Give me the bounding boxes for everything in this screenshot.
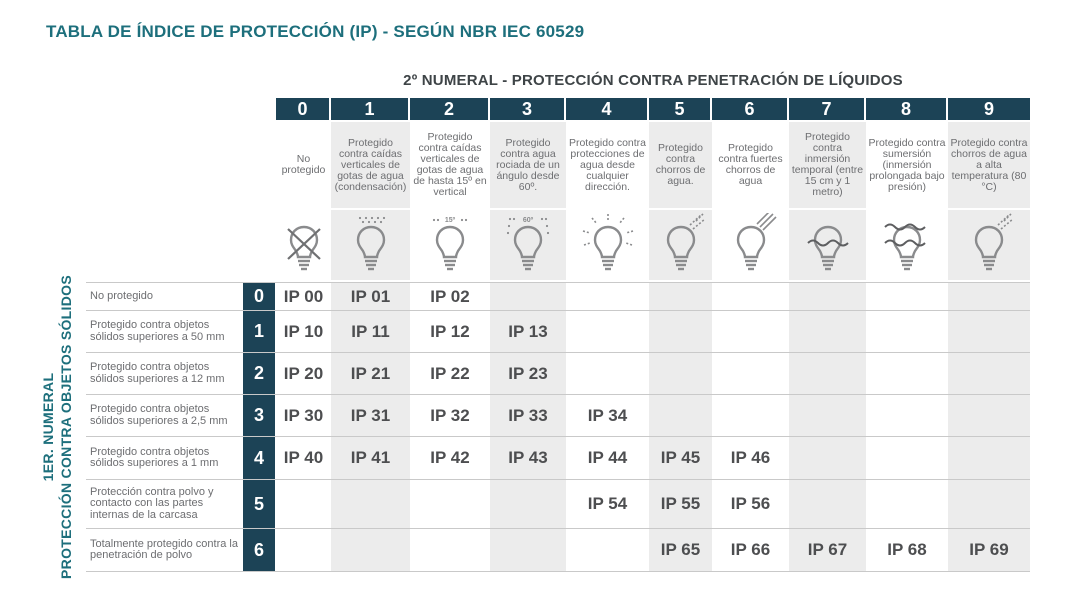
row-description-5: Protección contra polvo y contacto con las partes internas de la carcasa — [90, 485, 214, 521]
row-description-6: Totalmente protegido contra la penetración de polvo — [90, 537, 238, 561]
column-description-8 — [866, 122, 948, 208]
ip-code-cell: IP 30 — [283, 405, 324, 425]
ip-code-cell: IP 32 — [430, 405, 470, 425]
ip-code-cell: IP 56 — [730, 494, 771, 513]
column-icon-cell — [948, 210, 1030, 280]
row-divider — [86, 571, 1030, 572]
svg-text:60º: 60º — [522, 216, 534, 224]
column-description-text: Protegido contra protecciones de agua desde cualquier dirección. — [568, 136, 647, 193]
row-description-4: Protegido contra objetos sólidos superiores a 1 mm — [90, 445, 219, 469]
ip-code-cell: IP 22 — [430, 363, 470, 383]
column-icon-cell — [866, 210, 948, 280]
bulb-hot-jet-icon — [961, 213, 1017, 278]
ip-code-cell: IP 34 — [587, 405, 628, 425]
liquids-section-title: 2º NUMERAL - PROTECCIÓN CONTRA PENETRACIÓN DE LÍQUIDOS — [403, 72, 903, 89]
column-description-text: Protegido contra fuertes chorros de agua — [718, 142, 783, 187]
column-icon-cell — [789, 210, 866, 280]
row-number-5: 5 — [243, 480, 275, 528]
ip-code-cell: IP 00 — [283, 286, 324, 306]
column-number-9: 9 — [948, 98, 1030, 120]
ip-code-cell: IP 69 — [969, 540, 1009, 559]
bulb-drops-vertical-icon — [343, 213, 399, 278]
row-description-3: Protegido contra objetos sólidos superiores a 2,5 mm — [90, 403, 228, 427]
column-description-7 — [789, 122, 866, 208]
column-icon-cell — [712, 210, 789, 280]
column-number-8: 8 — [866, 98, 946, 120]
column-description-5 — [649, 122, 712, 208]
solids-section-title — [28, 274, 86, 579]
column-number-6: 6 — [712, 98, 787, 120]
column-description-1 — [331, 122, 410, 208]
column-description-9 — [948, 122, 1030, 208]
ip-code-cell: IP 21 — [350, 363, 391, 383]
svg-text:15º: 15º — [444, 216, 456, 224]
column-number-4: 4 — [566, 98, 647, 120]
row-description-0: No protegido — [90, 289, 153, 302]
ip-code-cell: IP 02 — [430, 286, 470, 306]
ip-code-cell: IP 46 — [730, 448, 771, 467]
row-number-3: 3 — [243, 395, 275, 436]
ip-code-cell: IP 41 — [350, 448, 391, 467]
ip-code-cell: IP 65 — [660, 540, 701, 559]
ip-code-cell: IP 66 — [730, 540, 771, 559]
bulb-submersion-icon — [879, 213, 935, 278]
column-number-1: 1 — [331, 98, 408, 120]
ip-code-cell: IP 23 — [508, 363, 548, 383]
bulb-strong-jet-icon — [723, 213, 779, 278]
column-number-0: 0 — [276, 98, 329, 120]
ip-code-cell: IP 44 — [587, 448, 628, 467]
row-number-4: 4 — [243, 437, 275, 479]
column-description-0 — [276, 122, 331, 208]
ip-code-cell: IP 12 — [430, 321, 470, 341]
column-description-text: Protegido contra agua rociada de un ángulo desde 60º. — [496, 136, 560, 193]
column-icon-cell — [649, 210, 712, 280]
ip-code-cell: IP 13 — [508, 321, 548, 341]
solids-title-line1: 1ER. NUMERAL — [40, 372, 56, 481]
bulb-immersion-icon — [800, 213, 856, 278]
bulb-spray-60-icon — [500, 213, 556, 278]
ip-code-cell: IP 54 — [587, 494, 628, 513]
column-description-text: Protegido contra caídas verticales de gotas de agua de hasta 15º en vertical — [413, 131, 487, 198]
ip-code-cell: IP 10 — [283, 321, 324, 341]
column-icon-cell — [410, 210, 490, 280]
column-description-6 — [712, 122, 789, 208]
row-number-1: 1 — [243, 311, 275, 352]
column-icon-cell — [331, 210, 410, 280]
column-number-2: 2 — [410, 98, 488, 120]
column-number-5: 5 — [649, 98, 710, 120]
bulb-splash-all-icon — [580, 213, 636, 278]
column-icon-cell — [566, 210, 649, 280]
bulb-drops-15-icon — [422, 213, 478, 278]
column-description-text: Protegido contra inmersión temporal (entre 15 cm y 1 metro) — [791, 131, 864, 198]
ip-code-cell: IP 33 — [508, 405, 548, 425]
column-number-7: 7 — [789, 98, 864, 120]
column-description-text: Protegido contra caídas verticales de gotas de agua (condensación) — [334, 136, 407, 193]
ip-code-cell: IP 01 — [350, 286, 391, 306]
column-description-text: Protegido contra chorros de agua a alta temperatura (80 °C) — [950, 136, 1028, 193]
column-description-text: No protegido — [281, 153, 326, 176]
ip-code-cell: IP 45 — [660, 448, 701, 467]
column-number-3: 3 — [490, 98, 564, 120]
ip-code-cell: IP 31 — [350, 405, 391, 425]
column-description-4 — [566, 122, 649, 208]
bulb-jet-icon — [653, 213, 709, 278]
row-number-2: 2 — [243, 353, 275, 394]
column-description-text: Protegido contra chorros de agua. — [655, 142, 706, 187]
ip-code-cell: IP 40 — [283, 448, 324, 467]
ip-code-cell: IP 20 — [283, 363, 324, 383]
row-number-0: 0 — [243, 283, 275, 310]
solids-title-line2: PROTECCIÓN CONTRA OBJETOS SÓLIDOS — [58, 274, 74, 579]
row-description-1: Protegido contra objetos sólidos superiores a 50 mm — [90, 319, 225, 343]
ip-code-cell: IP 42 — [430, 448, 470, 467]
column-icon-cell — [490, 210, 566, 280]
row-description-2: Protegido contra objetos sólidos superiores a 12 mm — [90, 361, 225, 385]
bulb-crossed-icon — [276, 213, 332, 278]
column-icon-cell — [276, 210, 331, 280]
row-number-6: 6 — [243, 529, 275, 571]
ip-code-cell: IP 68 — [887, 540, 927, 559]
ip-code-cell: IP 67 — [807, 540, 848, 559]
column-description-3 — [490, 122, 566, 208]
ip-code-cell: IP 11 — [351, 321, 390, 341]
column-description-2 — [410, 122, 490, 208]
ip-code-cell: IP 43 — [508, 448, 548, 467]
page-title: TABLA DE ÍNDICE DE PROTECCIÓN (IP) - SEGÚN NBR IEC 60529 — [46, 22, 585, 41]
ip-code-cell: IP 55 — [660, 494, 701, 513]
column-description-text: Protegido contra sumersión (inmersión prolongada bajo presión) — [868, 136, 946, 193]
